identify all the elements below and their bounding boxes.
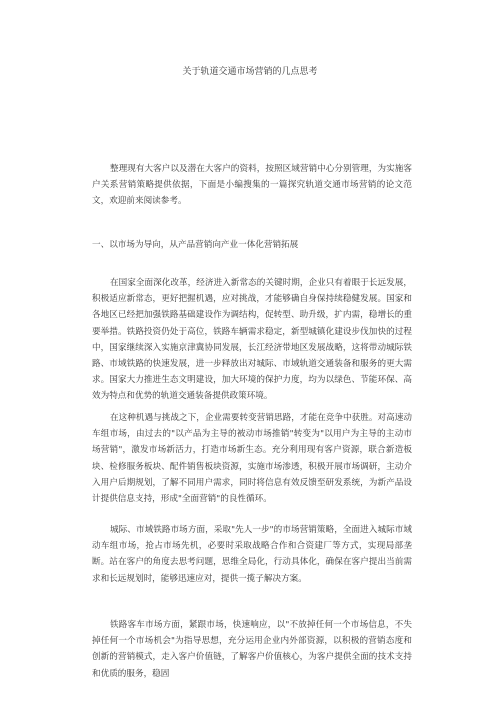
document-title: 关于轨道交通市场营销的几点思考 <box>182 67 318 77</box>
body-paragraph: 城际、市域铁路市场方面，采取"先人一步"的市场营销策略，全面进入城际市域动车组市场，抢占市场先机，必要时采取战略合作和合资建厂等方式，实现局部垄断。站在客户的角度去思考问题，思维全局化，行动具体化，确保在客户提出当前需求和长远规划时，能够迅速应对，提供一揽子解决方案。 <box>92 525 412 584</box>
body-paragraph: 铁路客车市场方面，紧跟市场，快速响应，以"不放掉任何一个市场信息，不失掉任何一个市场机会"为指导思想，充分运用企业内外部资源，以积极的营销态度和创新的营销模式，走入客户价值链，了解客户价值核心，为客户提供全面的技术支持和优质的服务，稳固 <box>92 620 412 679</box>
section-heading: 一、以市场为导向，从产品营销向产业一体化营销拓展 <box>92 240 299 250</box>
body-paragraph: 在这种机遇与挑战之下，企业需要转变营销思路，才能在竞争中获胜。对高速动车组市场，由过去的"以产品为主导的被动市场推销"转变为"以用户为主导的主动市场营销"，激发市场新活力，打造市场新生态。充分利用现有客户资源，联合新造板块、检修服务板块、配件销售板块资源，实施市场渗透，积极开展市场调研，主动介入用户后期规划，了解不同用户需求，同时将信息有效反馈至研发系统，为新产品设计提供信息支持，形成"全面营销"的良性循环。 <box>92 413 412 505</box>
intro-paragraph: 整理现有大客户以及潜在大客户的资料，按照区域营销中心分别管理，为实施客户关系营销策略提供依据，下面是小编搜集的一篇探究轨道交通市场营销的论文范文，欢迎前来阅读参考。 <box>92 164 412 207</box>
body-paragraph: 在国家全面深化改革，经济进入新常态的关键时期，企业只有着眼于长远发展，积极适应新常态，更好把握机遇，应对挑战，才能够确自身保持续稳健发展。国家和各地区已经把加强铁路基础建设作为调结构，促转型、助升级，扩内需，稳增长的重要举措。铁路投资仍处于高位，铁路车辆需求稳定，新型城镇化建设步伐加快的过程中，国家继续深入实施京津冀协同发展，长江经济带地区发展战略，这将带动城际铁路、市域铁路的快速发展，进一步释放出对城际、市域轨道交通装备和服务的更大需求。国家大力推进生态文明建设，加大环境的保护力度，均为以绿色、节能环保、高效为特点和优势的轨道交通装备提供政策环境。 <box>92 278 412 402</box>
